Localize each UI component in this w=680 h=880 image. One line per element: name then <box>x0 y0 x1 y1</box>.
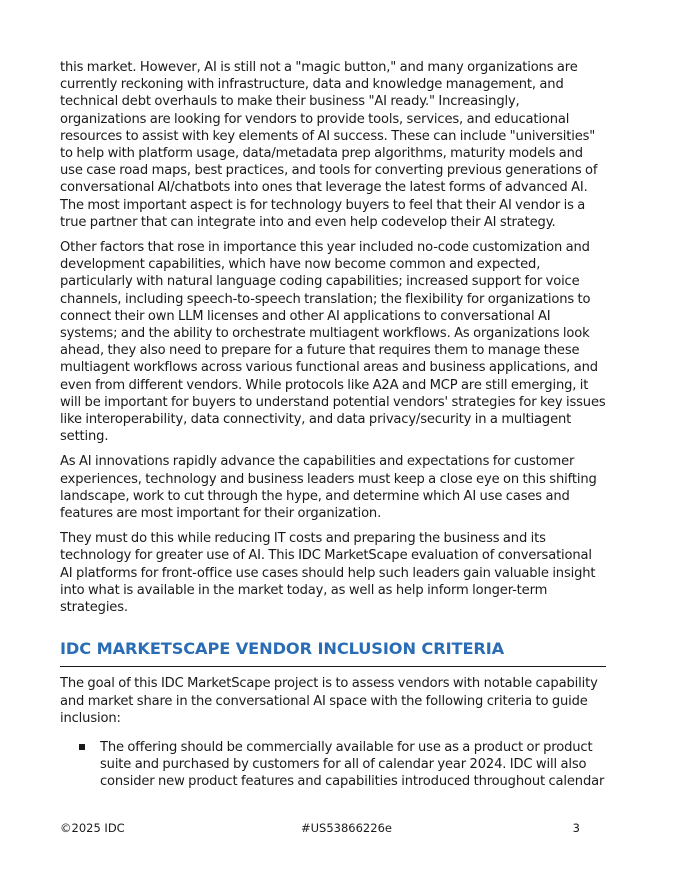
footer-document-id: #US53866226e <box>301 821 392 835</box>
body-paragraph-3: As AI innovations rapidly advance the capabilities and expectations for customer experiences, technology and business leaders must keep a close eye on this shifting landscape, work to cut through the hype, and determine which AI use cases and features are most important for their organization. <box>60 454 597 522</box>
page-footer <box>60 821 580 837</box>
list-item-text: The offering should be commercially available for use as a product or product suite and purchased by customers for all of calendar year 2024. IDC will also consider new product features and capabilities introduced throughout calendar <box>100 739 605 790</box>
page-body <box>60 59 606 791</box>
section-heading: IDC MARKETSCAPE VENDOR INCLUSION CRITERIA <box>60 638 606 667</box>
body-paragraph-2: Other factors that rose in importance this year included no-code customization and development capabilities, which have now become common and expected, particularly with natural language coding capabilities; increased support for voice channels, including speech-to-speech translation; the flexibility for organizations to connect their own LLM licenses and other AI applications to conversational AI systems; and the ability to orchestrate multiagent workflows. As organizations look ahead, they also need to prepare for a future that requires them to manage these multiagent workflows across various functional areas and business applications, and even from different vendors. While protocols like A2A and MCP are still emerging, it will be important for buyers to understand potential vendors' strategies for key issues like interoperability, data connectivity, and data privacy/security in a multiagent setting. <box>60 240 606 445</box>
criteria-list <box>60 739 606 791</box>
footer-page-number: 3 <box>572 821 580 835</box>
footer-copyright: ©2025 IDC <box>60 821 125 835</box>
list-item <box>60 739 606 791</box>
body-paragraph-4: They must do this while reducing IT costs and preparing the business and its technology for greater use of AI. This IDC MarketScape evaluation of conversational AI platforms for front-office use cases should help such leaders gain valuable insight into what is available in the market today, as well as help inform longer-term strategies. <box>60 531 596 616</box>
square-bullet-icon <box>79 744 85 750</box>
section-intro: The goal of this IDC MarketScape project is to assess vendors with notable capability and market share in the conversational AI space with the following criteria to guide inclusion: <box>60 676 598 726</box>
body-paragraph-1: this market. However, AI is still not a "magic button," and many organizations are currently reckoning with infrastructure, data and knowledge management, and technical debt overhauls to make their business "AI ready." Increasingly, organizations are looking for vendors to provide tools, services, and educational resources to assist with key elements of AI success. These can include "universities" to help with platform usage, data/metadata prep algorithms, maturity models and use case road maps, best practices, and tools for converting previous generations of conversational AI/chatbots into ones that leverage the latest forms of advanced AI. The most important aspect is for technology buyers to feel that their AI vendor is a true partner that can integrate into and even help codevelop their AI strategy. <box>60 60 598 230</box>
